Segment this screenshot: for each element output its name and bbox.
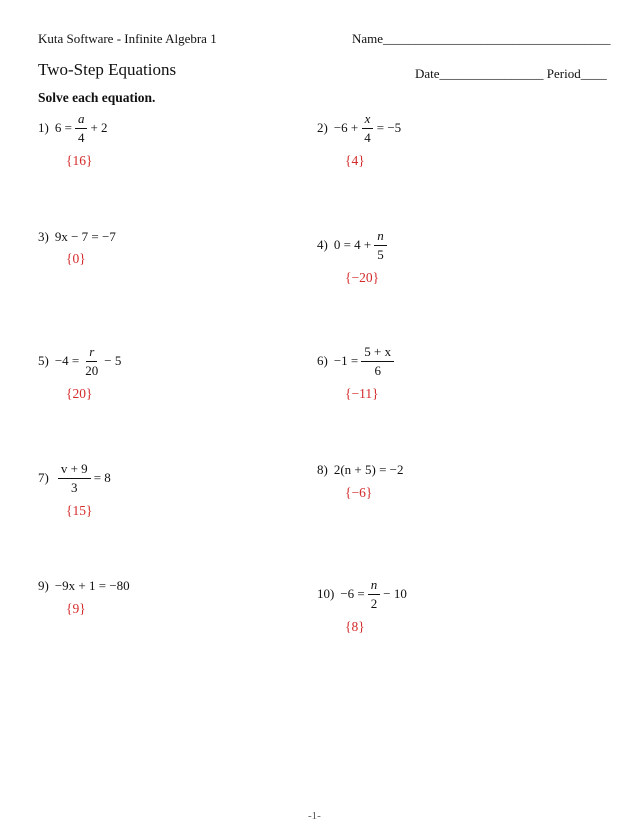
answer-2: {4} <box>345 153 365 168</box>
name-field[interactable]: Name___________________________________ <box>352 31 611 46</box>
fraction-numerator: v + 9 <box>58 462 91 479</box>
fraction-numerator: x <box>362 112 374 129</box>
problem-10 <box>317 578 407 610</box>
problem-number: 9) <box>38 578 49 593</box>
problem-6 <box>317 345 397 377</box>
problem-number: 1) <box>38 120 49 136</box>
answer-1: {16} <box>66 153 93 168</box>
answer-3: {0} <box>66 251 86 266</box>
page-number: -1- <box>308 810 321 822</box>
fraction <box>58 462 91 494</box>
fraction-denominator: 20 <box>85 362 99 378</box>
date-period-field[interactable]: Date________________ Period____ <box>415 66 607 81</box>
equation-rhs: + 2 <box>90 120 108 136</box>
answer-7: {15} <box>66 503 93 518</box>
fraction-numerator: n <box>368 578 381 595</box>
equation: 9x − 7 = −7 <box>54 229 116 244</box>
equation-rhs: − 5 <box>104 353 122 369</box>
problem-7 <box>38 462 111 494</box>
problem-9 <box>38 578 130 594</box>
fraction <box>368 578 381 610</box>
equation-rhs: − 10 <box>383 586 407 602</box>
problem-number: 8) <box>317 462 328 477</box>
fraction <box>361 345 394 377</box>
problem-5 <box>38 345 121 377</box>
equation-rhs: = 8 <box>93 470 111 486</box>
equation-lhs: −1 = <box>333 353 359 369</box>
fraction-numerator: a <box>75 112 88 129</box>
problem-8 <box>317 462 404 478</box>
problem-3 <box>38 229 116 245</box>
equation: −9x + 1 = −80 <box>54 578 130 593</box>
equation: 2(n + 5) = −2 <box>333 462 404 477</box>
equation-lhs: −6 = <box>340 586 365 602</box>
answer-8: {−6} <box>345 485 373 500</box>
fraction <box>374 229 387 261</box>
problem-number: 6) <box>317 353 328 369</box>
instructions: Solve each equation. <box>38 90 156 105</box>
fraction <box>75 112 88 144</box>
fraction-numerator: n <box>374 229 387 246</box>
problem-number: 2) <box>317 120 328 136</box>
answer-4: {−20} <box>345 270 380 285</box>
answer-10: {8} <box>345 619 365 634</box>
answer-6: {−11} <box>345 386 379 401</box>
fraction-numerator: 5 + x <box>361 345 394 362</box>
fraction-denominator: 5 <box>377 246 384 262</box>
equation-lhs: −4 = <box>54 353 80 369</box>
equation-lhs: −6 + <box>333 120 359 136</box>
problem-number: 7) <box>38 470 49 486</box>
page-title: Two-Step Equations <box>38 60 177 79</box>
problem-number: 10) <box>317 586 335 602</box>
problem-number: 3) <box>38 229 49 244</box>
equation-lhs: 6 = <box>54 120 72 136</box>
fraction <box>361 112 374 144</box>
fraction <box>82 345 101 377</box>
equation-rhs: = −5 <box>376 120 402 136</box>
fraction-denominator: 6 <box>374 362 381 378</box>
problem-number: 5) <box>38 353 49 369</box>
fraction-numerator: r <box>86 345 97 362</box>
fraction-denominator: 4 <box>77 129 85 145</box>
fraction-denominator: 2 <box>370 595 378 611</box>
software-label: Kuta Software - Infinite Algebra 1 <box>38 31 217 46</box>
equation-lhs: 0 = 4 + <box>333 237 372 253</box>
fraction-denominator: 4 <box>364 129 371 145</box>
problem-number: 4) <box>317 237 328 253</box>
fraction-denominator: 3 <box>71 479 78 495</box>
answer-9: {9} <box>66 601 86 616</box>
answer-5: {20} <box>66 386 93 401</box>
problem-2 <box>317 112 401 144</box>
problem-4 <box>317 229 390 261</box>
problem-1 <box>38 112 108 144</box>
